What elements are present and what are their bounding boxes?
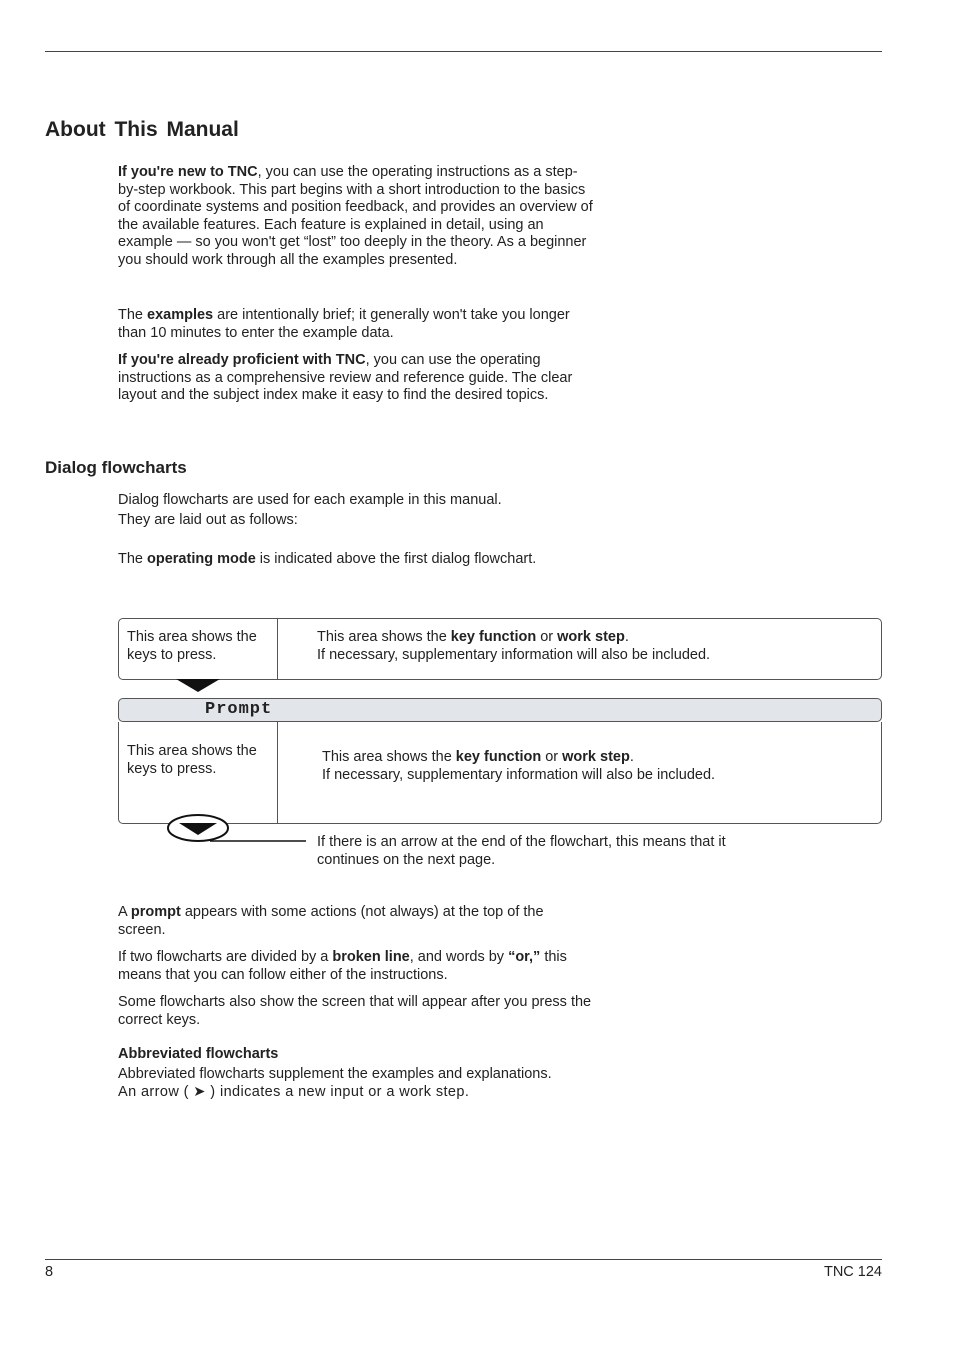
flowchart-box-2-keys: This area shows the keys to press.	[127, 743, 257, 777]
dialog-heading: Dialog flowcharts	[45, 458, 187, 477]
func1-or: or	[536, 629, 558, 645]
func1-work-step: work step	[557, 629, 625, 645]
dialog-paragraph-1: Dialog flowcharts are used for each example in this manual.	[118, 492, 502, 508]
notes2-mid: , and words by	[409, 949, 509, 965]
intro-lead-new: If you're new to TNC	[118, 164, 258, 180]
func2-end: .	[629, 749, 634, 765]
examples-bold: examples	[147, 307, 214, 323]
notes-paragraph-screen: Some flowcharts also show the screen that will appear after you press the correct keys.	[118, 994, 592, 1028]
func2-key-function: key function	[455, 749, 542, 765]
func2-or: or	[541, 749, 563, 765]
down-triangle-icon	[176, 679, 220, 695]
dialog-paragraph-2: They are laid out as follows:	[118, 512, 298, 528]
flowchart-box-1-divider	[277, 619, 278, 679]
func2-work-step: work step	[562, 749, 630, 765]
abbreviated-heading: Abbreviated flowcharts	[118, 1046, 279, 1062]
notes1-pre: A	[118, 904, 131, 920]
flowchart-box-2-function	[322, 749, 877, 784]
dialog-paragraph-3	[118, 551, 593, 569]
intro-paragraph-examples	[118, 307, 593, 342]
intro-text-proficient: , you can use the operating instructions as a comprehensive review and reference guide. The clear layout and the subject index make it easy to find the desired topics.	[118, 352, 573, 404]
mode-bold: operating mode	[147, 551, 256, 567]
arrow-note: If there is an arrow at the end of the flowchart, this means that it continues on the next page.	[317, 834, 726, 868]
flowchart-box-2-divider	[277, 722, 278, 824]
flowchart-box-1-keys: This area shows the keys to press.	[127, 629, 257, 663]
abbreviated-line-2: An arrow ( ➤ ) indicates a new input or a work step.	[118, 1084, 470, 1100]
page-title: About This Manual	[45, 118, 239, 141]
func1-end: .	[624, 629, 629, 645]
flowchart-box-1-function	[317, 629, 877, 664]
notes2-text: this means that you can follow either of the instructions.	[118, 949, 567, 983]
notes-paragraph-prompt	[118, 904, 593, 939]
notes-paragraph-broken-line	[118, 949, 593, 984]
notes1-text: appears with some actions (not always) at the top of the screen.	[118, 904, 544, 938]
func2-pre: This area shows the	[322, 749, 456, 765]
intro-lead-proficient: If you're already proficient with TNC	[118, 352, 366, 368]
page-number: 8	[45, 1264, 54, 1280]
func2-line2: If necessary, supplementary information will also be included.	[322, 766, 716, 783]
prompt-label: Prompt	[205, 700, 273, 719]
examples-pre: The	[118, 307, 148, 323]
func1-pre: This area shows the	[317, 629, 451, 645]
notes2-bold: broken line	[332, 949, 410, 965]
intro-paragraph-new-users	[118, 164, 593, 270]
mode-text: is indicated above the first dialog flowchart.	[255, 551, 537, 567]
intro-paragraph-proficient	[118, 352, 593, 405]
top-rule	[45, 51, 882, 52]
prompt-bar	[118, 698, 882, 722]
mode-pre: The	[118, 551, 148, 567]
bottom-rule	[45, 1259, 882, 1260]
abbreviated-line-1: Abbreviated flowcharts supplement the examples and explanations.	[118, 1066, 552, 1082]
intro-text-new: , you can use the operating instructions as a step-by-step workbook. This part begins with a short introduction to the basics of coordinate systems and position feedback, and provides an overview of the available features. Each feature is explained in detail, using an example — so you won't get “lost” too deeply in the theory. As a beginner you should work through all the examples presented.	[118, 164, 593, 268]
notes1-bold: prompt	[130, 904, 181, 920]
notes2-bold2: “or,”	[508, 949, 541, 965]
examples-text: are intentionally brief; it generally won't take you longer than 10 minutes to enter the example data.	[118, 307, 570, 341]
continue-arrow-icon	[166, 812, 310, 846]
func1-line2: If necessary, supplementary information will also be included.	[317, 646, 711, 663]
func1-key-function: key function	[450, 629, 537, 645]
product-name: TNC 124	[823, 1264, 882, 1280]
notes2-pre: If two flowcharts are divided by a	[118, 949, 333, 965]
